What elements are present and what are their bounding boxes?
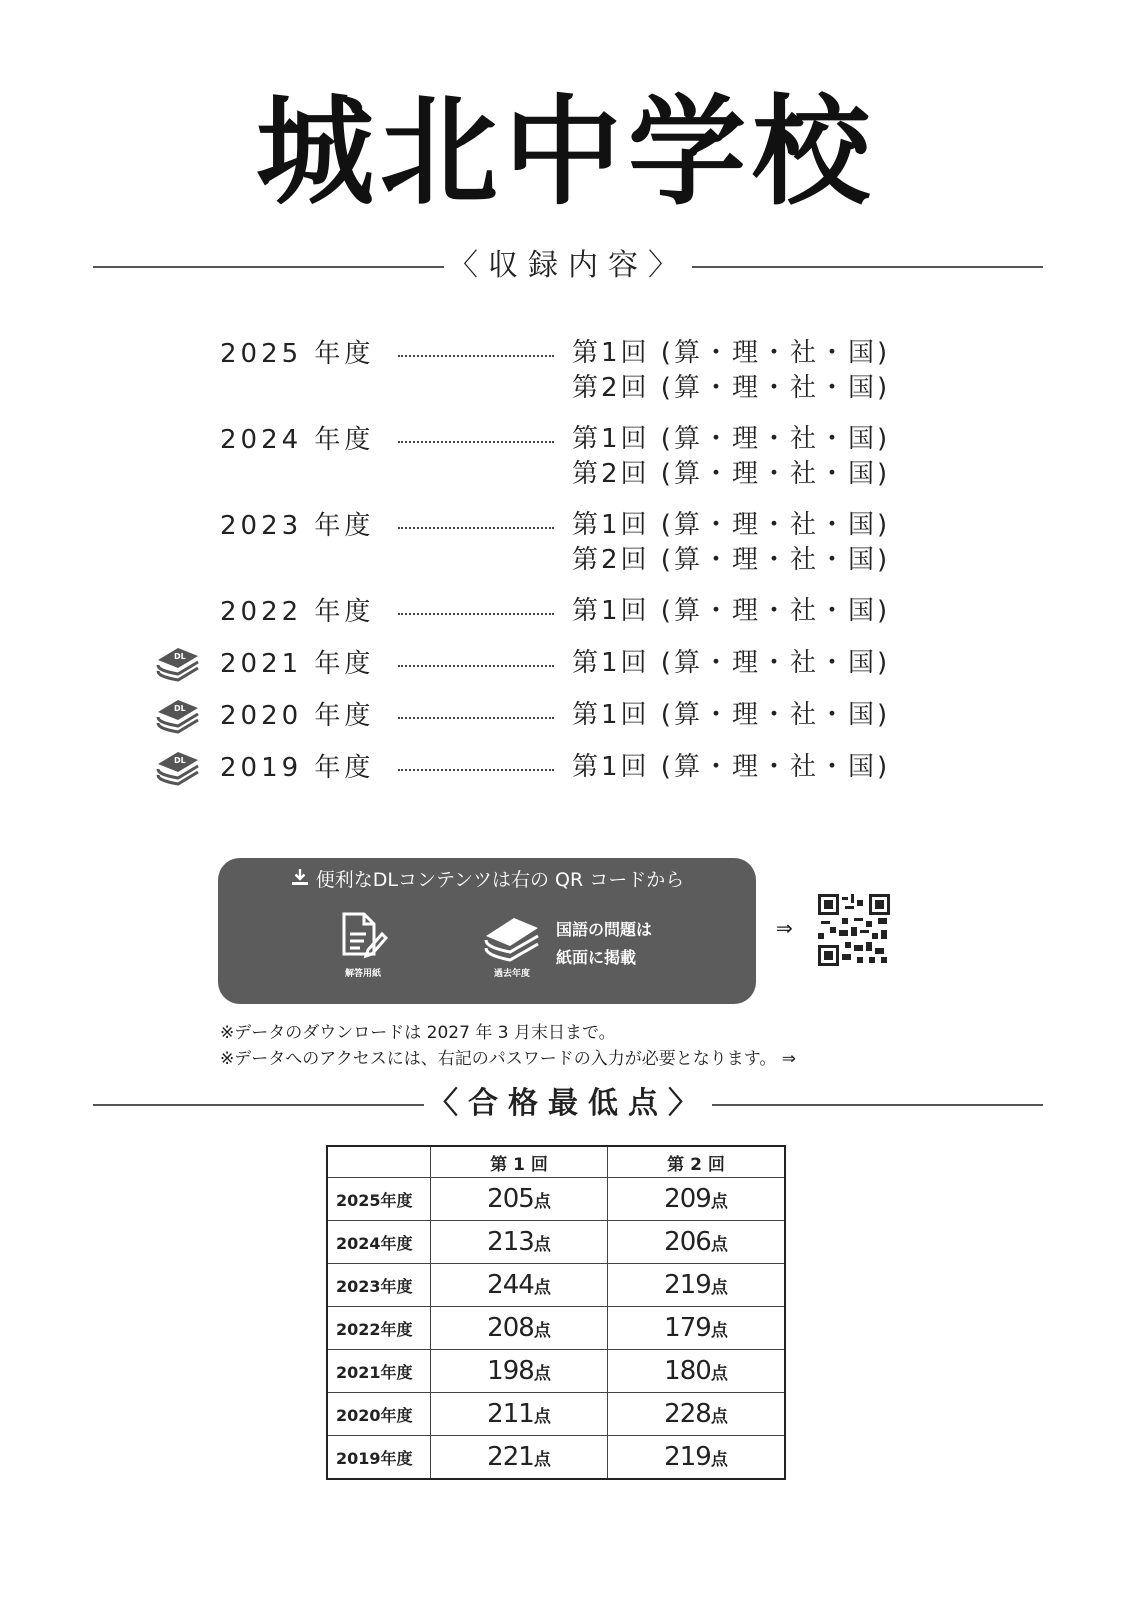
download-deadline-note: ※データのダウンロードは 2027 年 3 月末日まで。 — [220, 1023, 616, 1043]
score-unit: 点 — [533, 1407, 551, 1427]
table-row — [327, 1178, 785, 1221]
contents-rounds — [572, 594, 890, 629]
score-unit: 点 — [710, 1407, 728, 1427]
school-title: 城北中学校 — [255, 83, 876, 221]
contents-year-group — [150, 422, 950, 492]
contents-rounds — [572, 508, 890, 578]
dl-book-icon — [154, 748, 202, 792]
past-years-item — [480, 910, 544, 980]
round-1-score-cell — [431, 1178, 608, 1221]
score-unit: 点 — [533, 1278, 551, 1298]
contents-year-label: 2024 年度 — [220, 425, 375, 455]
score-value: 219 — [664, 1270, 711, 1300]
round-1-score-cell — [431, 1264, 608, 1307]
table-row — [327, 1393, 785, 1436]
contents-year-label: 2021 年度 — [220, 649, 375, 679]
year-cell: 2019年度 — [327, 1436, 431, 1480]
header-cell-round-1: 第 1 回 — [431, 1146, 608, 1178]
dot-leader — [398, 646, 554, 682]
dl-panel-heading — [218, 866, 756, 895]
min-scores-heading: 〈合格最低点〉 — [424, 1084, 712, 1124]
contents-row — [150, 594, 950, 630]
contents-round-line: 第1回 (算・理・社・国) — [572, 648, 891, 678]
header-cell-year — [327, 1146, 431, 1178]
contents-row — [150, 646, 950, 682]
japanese-note-line-1: 国語の問題は — [556, 920, 653, 939]
round-2-score-cell — [608, 1264, 786, 1307]
contents-row — [150, 336, 950, 406]
contents-heading-rule — [93, 246, 1043, 286]
contents-round-line: 第1回 (算・理・社・国) — [572, 752, 891, 782]
dl-icon-slot — [150, 594, 220, 630]
score-value: 244 — [487, 1270, 534, 1300]
score-unit: 点 — [533, 1364, 551, 1384]
contents-year-label: 2025 年度 — [220, 339, 375, 369]
year-cell: 2024年度 — [327, 1221, 431, 1264]
contents-round-line: 第1回 (算・理・社・国) — [572, 510, 891, 540]
score-unit: 点 — [533, 1450, 551, 1470]
round-1-score-cell — [431, 1307, 608, 1350]
score-unit: 点 — [710, 1278, 728, 1298]
year-cell: 2023年度 — [327, 1264, 431, 1307]
table-header-row — [327, 1146, 785, 1178]
contents-rounds — [572, 336, 890, 406]
qr-arrow: ⇒ — [776, 916, 793, 940]
answer-sheet-item — [336, 910, 390, 980]
score-value: 213 — [487, 1227, 534, 1257]
dot-leader — [398, 336, 554, 372]
contents-row — [150, 422, 950, 492]
contents-rounds — [572, 422, 890, 492]
score-unit: 点 — [533, 1321, 551, 1341]
dl-icon-slot — [150, 646, 220, 682]
contents-row — [150, 750, 950, 786]
score-value: 221 — [487, 1442, 534, 1472]
year-cell: 2022年度 — [327, 1307, 431, 1350]
answer-sheet-caption: 解答用紙 — [344, 969, 381, 979]
past-years-caption: 過去年度 — [493, 969, 530, 979]
score-value: 219 — [664, 1442, 711, 1472]
contents-round-line: 第2回 (算・理・社・国) — [572, 545, 891, 575]
download-icon — [290, 867, 310, 895]
svg-text:DL: DL — [174, 756, 186, 765]
contents-year-group — [150, 750, 950, 786]
dl-panel-heading-text: 便利なDLコンテンツは右の QR コードから — [315, 869, 685, 891]
header-cell-round-2: 第 2 回 — [608, 1146, 786, 1178]
contents-row — [150, 508, 950, 578]
dl-book-icon — [154, 644, 202, 688]
svg-text:DL: DL — [174, 704, 186, 713]
score-unit: 点 — [710, 1364, 728, 1384]
dot-leader — [398, 594, 554, 630]
dl-icon-slot — [150, 698, 220, 734]
contents-year-label: 2019 年度 — [220, 753, 375, 783]
score-value: 209 — [664, 1184, 711, 1214]
dl-icon-slot — [150, 750, 220, 786]
stacked-books-icon — [480, 947, 544, 966]
year-cell: 2025年度 — [327, 1178, 431, 1221]
contents-round-line: 第1回 (算・理・社・国) — [572, 424, 891, 454]
contents-round-line: 第2回 (算・理・社・国) — [572, 373, 891, 403]
round-1-score-cell — [431, 1221, 608, 1264]
table-row — [327, 1436, 785, 1480]
score-value: 198 — [487, 1356, 534, 1386]
score-value: 228 — [664, 1399, 711, 1429]
contents-year-label: 2020 年度 — [220, 701, 375, 731]
year-cell: 2021年度 — [327, 1350, 431, 1393]
dl-content-panel — [218, 858, 756, 1004]
japanese-note — [556, 916, 652, 972]
contents-rounds — [572, 698, 890, 733]
round-2-score-cell — [608, 1307, 786, 1350]
score-value: 211 — [487, 1399, 534, 1429]
contents-heading: 〈収録内容〉 — [444, 246, 692, 286]
round-2-score-cell — [608, 1178, 786, 1221]
round-2-score-cell — [608, 1393, 786, 1436]
japanese-note-line-2: 紙面に掲載 — [556, 948, 637, 967]
score-unit: 点 — [533, 1235, 551, 1255]
contents-round-line: 第2回 (算・理・社・国) — [572, 459, 891, 489]
contents-rounds — [572, 750, 890, 785]
svg-text:DL: DL — [174, 652, 186, 661]
min-scores-table — [326, 1145, 786, 1480]
score-unit: 点 — [710, 1235, 728, 1255]
contents-year-group — [150, 646, 950, 682]
contents-round-line: 第1回 (算・理・社・国) — [572, 700, 891, 730]
score-unit: 点 — [710, 1450, 728, 1470]
qr-code[interactable] — [818, 894, 890, 966]
round-1-score-cell — [431, 1393, 608, 1436]
password-note: ※データへのアクセスには、右記のパスワードの入力が必要となります。 ⇒ — [220, 1049, 797, 1069]
score-unit: 点 — [710, 1321, 728, 1341]
contents-year-label: 2023 年度 — [220, 511, 375, 541]
table-row — [327, 1264, 785, 1307]
contents-year-group — [150, 508, 950, 578]
contents-year-group — [150, 698, 950, 734]
dl-book-icon — [154, 696, 202, 740]
contents-year-group — [150, 336, 950, 406]
contents-row — [150, 698, 950, 734]
round-1-score-cell — [431, 1350, 608, 1393]
score-value: 206 — [664, 1227, 711, 1257]
contents-rounds — [572, 646, 890, 681]
year-cell: 2020年度 — [327, 1393, 431, 1436]
dot-leader — [398, 422, 554, 458]
score-value: 179 — [664, 1313, 711, 1343]
dot-leader — [398, 508, 554, 544]
contents-round-line: 第1回 (算・理・社・国) — [572, 596, 891, 626]
table-row — [327, 1350, 785, 1393]
score-value: 208 — [487, 1313, 534, 1343]
score-value: 205 — [487, 1184, 534, 1214]
dl-icon-slot — [150, 336, 220, 372]
contents-year-group — [150, 594, 950, 630]
answer-sheet-icon — [336, 947, 390, 966]
round-2-score-cell — [608, 1221, 786, 1264]
dl-icon-slot — [150, 422, 220, 458]
round-2-score-cell — [608, 1350, 786, 1393]
score-unit: 点 — [710, 1192, 728, 1212]
table-row — [327, 1221, 785, 1264]
score-value: 180 — [664, 1356, 711, 1386]
dot-leader — [398, 698, 554, 734]
round-2-score-cell — [608, 1436, 786, 1480]
contents-list — [150, 336, 950, 802]
min-scores-heading-rule — [93, 1084, 1043, 1124]
contents-round-line: 第1回 (算・理・社・国) — [572, 338, 891, 368]
contents-year-label: 2022 年度 — [220, 597, 375, 627]
table-row — [327, 1307, 785, 1350]
dl-icon-slot — [150, 508, 220, 544]
dot-leader — [398, 750, 554, 786]
round-1-score-cell — [431, 1436, 608, 1480]
score-unit: 点 — [533, 1192, 551, 1212]
notes — [220, 1020, 796, 1072]
